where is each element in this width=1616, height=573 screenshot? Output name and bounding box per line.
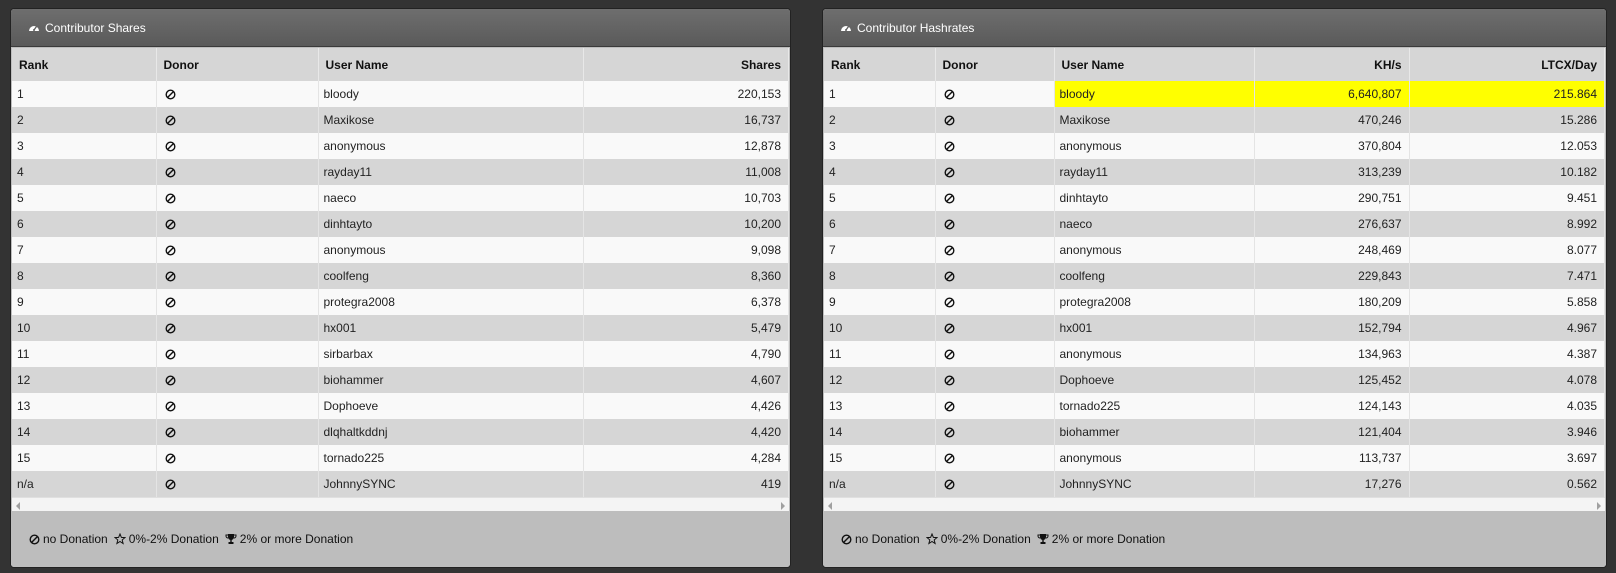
no-donation-icon [944, 427, 955, 438]
user-name-cell: Dophoeve [1054, 367, 1254, 393]
no-donation-icon [841, 534, 852, 545]
rank-cell: n/a [12, 471, 156, 497]
ltcx-day-cell: 5.858 [1409, 289, 1605, 315]
donor-cell [935, 211, 1054, 237]
table-row[interactable] [824, 133, 1605, 159]
donor-cell [935, 237, 1054, 263]
rank-cell: 2 [12, 107, 156, 133]
user-name-cell: anonymous [1054, 341, 1254, 367]
donor-cell [156, 445, 318, 471]
rank-cell: 7 [12, 237, 156, 263]
user-name-cell: Dophoeve [318, 393, 583, 419]
table-row[interactable] [824, 471, 1605, 497]
no-donation-icon [29, 534, 40, 545]
ltcx-day-cell: 4.967 [1409, 315, 1605, 341]
shares-cell: 4,607 [583, 367, 789, 393]
scroll-right-icon[interactable] [1597, 502, 1601, 510]
donor-cell [156, 159, 318, 185]
no-donation-icon [944, 297, 955, 308]
shares-cell: 6,378 [583, 289, 789, 315]
no-donation-icon [944, 219, 955, 230]
panel-header [11, 9, 790, 47]
table-row[interactable] [12, 263, 789, 289]
rank-cell: 3 [824, 133, 935, 159]
no-donation-icon [944, 89, 955, 100]
user-name-cell: naeco [1054, 211, 1254, 237]
shares-cell: 4,420 [583, 419, 789, 445]
shares-cell: 12,878 [583, 133, 789, 159]
no-donation-icon [165, 401, 176, 412]
no-donation-icon [944, 167, 955, 178]
table-row[interactable] [12, 237, 789, 263]
ltcx-day-cell: 3.946 [1409, 419, 1605, 445]
no-donation-icon [165, 245, 176, 256]
donor-cell [156, 81, 318, 107]
donor-cell [935, 107, 1054, 133]
column-header-shares[interactable]: Shares [583, 48, 789, 81]
donor-cell [156, 263, 318, 289]
dashboard-gauge-icon [840, 22, 852, 34]
shares-cell: 4,284 [583, 445, 789, 471]
table-row[interactable] [824, 419, 1605, 445]
no-donation-icon [944, 349, 955, 360]
rank-cell: 14 [12, 419, 156, 445]
legend-low-donation [114, 532, 219, 546]
shares-cell: 10,200 [583, 211, 789, 237]
table-row[interactable] [824, 445, 1605, 471]
contributor-hashrates-panel [822, 8, 1607, 568]
user-name-cell: biohammer [318, 367, 583, 393]
user-name-cell: bloody [1054, 81, 1254, 107]
donor-cell [156, 211, 318, 237]
user-name-cell: hx001 [318, 315, 583, 341]
donor-cell [156, 315, 318, 341]
user-name-cell: rayday11 [318, 159, 583, 185]
donation-legend [11, 511, 790, 567]
user-name-cell: naeco [318, 185, 583, 211]
table-row[interactable] [824, 159, 1605, 185]
no-donation-icon [944, 479, 955, 490]
user-name-cell: dinhtayto [318, 211, 583, 237]
donor-cell [156, 341, 318, 367]
khs-cell: 125,452 [1254, 367, 1409, 393]
khs-cell: 113,737 [1254, 445, 1409, 471]
no-donation-icon [944, 323, 955, 334]
table-header-row [12, 48, 789, 81]
rank-cell: 12 [12, 367, 156, 393]
user-name-cell: Maxikose [318, 107, 583, 133]
column-header-user-name[interactable]: User Name [1054, 48, 1254, 81]
contributor-shares-panel [10, 8, 791, 568]
no-donation-icon [165, 453, 176, 464]
rank-cell: 1 [12, 81, 156, 107]
user-name-cell: Maxikose [1054, 107, 1254, 133]
table-row[interactable] [12, 315, 789, 341]
user-name-cell: dinhtayto [1054, 185, 1254, 211]
donor-cell [156, 393, 318, 419]
table-row[interactable] [824, 341, 1605, 367]
user-name-cell: JohnnySYNC [318, 471, 583, 497]
table-row[interactable] [824, 211, 1605, 237]
user-name-cell: rayday11 [1054, 159, 1254, 185]
rank-cell: 8 [824, 263, 935, 289]
no-donation-icon [944, 245, 955, 256]
rank-cell: 15 [12, 445, 156, 471]
table-row[interactable] [12, 419, 789, 445]
donor-cell [935, 133, 1054, 159]
legend-no-donation-label: no Donation [43, 532, 108, 546]
table-row[interactable] [824, 185, 1605, 211]
ltcx-day-cell: 12.053 [1409, 133, 1605, 159]
panel-header [823, 9, 1606, 47]
table-row[interactable] [824, 367, 1605, 393]
table-row[interactable] [12, 341, 789, 367]
user-name-cell: hx001 [1054, 315, 1254, 341]
user-name-cell: bloody [318, 81, 583, 107]
ltcx-day-cell: 4.078 [1409, 367, 1605, 393]
column-header-user-name[interactable]: User Name [318, 48, 583, 81]
table-row[interactable] [824, 393, 1605, 419]
rank-cell: 10 [12, 315, 156, 341]
ltcx-day-cell: 4.387 [1409, 341, 1605, 367]
shares-cell: 8,360 [583, 263, 789, 289]
legend-no-donation [29, 532, 108, 546]
legend-no-donation [841, 532, 920, 546]
khs-cell: 370,804 [1254, 133, 1409, 159]
table-row[interactable] [824, 289, 1605, 315]
column-header-donor[interactable]: Donor [156, 48, 318, 81]
donor-cell [935, 81, 1054, 107]
legend-no-donation-label: no Donation [855, 532, 920, 546]
rank-cell: 7 [824, 237, 935, 263]
user-name-cell: dlqhaltkddnj [318, 419, 583, 445]
shares-table-body [12, 81, 789, 497]
table-row[interactable] [12, 393, 789, 419]
rank-cell: 4 [12, 159, 156, 185]
rank-cell: 9 [824, 289, 935, 315]
dashboard-gauge-icon [28, 22, 40, 34]
table-row[interactable] [824, 263, 1605, 289]
star-outline-icon [114, 533, 126, 545]
donor-cell [935, 341, 1054, 367]
shares-cell: 11,008 [583, 159, 789, 185]
ltcx-day-cell: 8.992 [1409, 211, 1605, 237]
rank-cell: n/a [824, 471, 935, 497]
donor-cell [156, 133, 318, 159]
column-header-khs[interactable]: KH/s [1254, 48, 1409, 81]
khs-cell: 152,794 [1254, 315, 1409, 341]
table-row[interactable] [12, 133, 789, 159]
user-name-cell: anonymous [318, 133, 583, 159]
ltcx-day-cell: 7.471 [1409, 263, 1605, 289]
user-name-cell: anonymous [1054, 445, 1254, 471]
rank-cell: 6 [824, 211, 935, 237]
donor-cell [156, 289, 318, 315]
ltcx-day-cell: 3.697 [1409, 445, 1605, 471]
no-donation-icon [944, 375, 955, 386]
scroll-left-icon[interactable] [828, 502, 832, 510]
legend-high-donation [1037, 532, 1165, 546]
column-header-donor[interactable]: Donor [935, 48, 1054, 81]
no-donation-icon [165, 323, 176, 334]
no-donation-icon [165, 219, 176, 230]
rank-cell: 5 [824, 185, 935, 211]
donor-cell [935, 289, 1054, 315]
donor-cell [935, 393, 1054, 419]
no-donation-icon [944, 141, 955, 152]
user-name-cell: sirbarbax [318, 341, 583, 367]
no-donation-icon [944, 115, 955, 126]
table-row[interactable] [824, 315, 1605, 341]
no-donation-icon [165, 479, 176, 490]
legend-high-donation-label: 2% or more Donation [1051, 532, 1166, 546]
rank-cell: 5 [12, 185, 156, 211]
scroll-left-icon[interactable] [16, 502, 20, 510]
legend-low-donation-label: 0%-2% Donation [128, 532, 219, 546]
table-header-row [824, 48, 1605, 81]
rank-cell: 13 [824, 393, 935, 419]
column-header-ltcx-day[interactable]: LTCX/Day [1409, 48, 1605, 81]
table-row[interactable] [12, 289, 789, 315]
table-row[interactable] [12, 81, 789, 107]
donor-cell [156, 471, 318, 497]
rank-cell: 15 [824, 445, 935, 471]
legend-low-donation-label: 0%-2% Donation [940, 532, 1031, 546]
rank-cell: 13 [12, 393, 156, 419]
ltcx-day-cell: 8.077 [1409, 237, 1605, 263]
no-donation-icon [165, 375, 176, 386]
scroll-right-icon[interactable] [781, 502, 785, 510]
table-row[interactable] [12, 445, 789, 471]
shares-table [12, 48, 789, 497]
trophy-icon [225, 533, 237, 545]
rank-cell: 14 [824, 419, 935, 445]
panel-title: Contributor Shares [45, 20, 146, 35]
shares-cell: 220,153 [583, 81, 789, 107]
ltcx-day-cell: 0.562 [1409, 471, 1605, 497]
khs-cell: 6,640,807 [1254, 81, 1409, 107]
user-name-cell: protegra2008 [318, 289, 583, 315]
khs-cell: 180,209 [1254, 289, 1409, 315]
rank-cell: 12 [824, 367, 935, 393]
no-donation-icon [944, 453, 955, 464]
column-header-rank[interactable]: Rank [824, 48, 935, 81]
rank-cell: 6 [12, 211, 156, 237]
user-name-cell: coolfeng [1054, 263, 1254, 289]
khs-cell: 470,246 [1254, 107, 1409, 133]
no-donation-icon [944, 193, 955, 204]
user-name-cell: tornado225 [318, 445, 583, 471]
table-row[interactable] [12, 471, 789, 497]
shares-cell: 4,426 [583, 393, 789, 419]
column-header-rank[interactable]: Rank [12, 48, 156, 81]
rank-cell: 8 [12, 263, 156, 289]
hashrates-table-wrapper [824, 48, 1605, 513]
donor-cell [156, 367, 318, 393]
donation-legend [823, 511, 1606, 567]
table-row[interactable] [12, 107, 789, 133]
table-row[interactable] [12, 211, 789, 237]
rank-cell: 9 [12, 289, 156, 315]
no-donation-icon [165, 297, 176, 308]
ltcx-day-cell: 215.864 [1409, 81, 1605, 107]
rank-cell: 11 [824, 341, 935, 367]
donor-cell [935, 185, 1054, 211]
khs-cell: 276,637 [1254, 211, 1409, 237]
user-name-cell: coolfeng [318, 263, 583, 289]
user-name-cell: protegra2008 [1054, 289, 1254, 315]
khs-cell: 290,751 [1254, 185, 1409, 211]
donor-cell [156, 107, 318, 133]
shares-table-wrapper [12, 48, 789, 513]
no-donation-icon [165, 427, 176, 438]
ltcx-day-cell: 15.286 [1409, 107, 1605, 133]
trophy-icon [1037, 533, 1049, 545]
shares-cell: 419 [583, 471, 789, 497]
no-donation-icon [165, 115, 176, 126]
donor-cell [156, 185, 318, 211]
donor-cell [156, 237, 318, 263]
star-outline-icon [926, 533, 938, 545]
donor-cell [935, 419, 1054, 445]
no-donation-icon [165, 141, 176, 152]
hashrates-table [824, 48, 1605, 497]
rank-cell: 11 [12, 341, 156, 367]
no-donation-icon [944, 401, 955, 412]
ltcx-day-cell: 4.035 [1409, 393, 1605, 419]
legend-high-donation [225, 532, 353, 546]
user-name-cell: biohammer [1054, 419, 1254, 445]
khs-cell: 229,843 [1254, 263, 1409, 289]
donor-cell [935, 367, 1054, 393]
no-donation-icon [165, 193, 176, 204]
rank-cell: 4 [824, 159, 935, 185]
donor-cell [935, 159, 1054, 185]
user-name-cell: anonymous [1054, 237, 1254, 263]
panel-title: Contributor Hashrates [857, 20, 975, 35]
donor-cell [935, 315, 1054, 341]
khs-cell: 124,143 [1254, 393, 1409, 419]
donor-cell [156, 419, 318, 445]
no-donation-icon [165, 167, 176, 178]
rank-cell: 2 [824, 107, 935, 133]
khs-cell: 134,963 [1254, 341, 1409, 367]
rank-cell: 10 [824, 315, 935, 341]
hashrates-table-body [824, 81, 1605, 497]
table-row[interactable] [12, 185, 789, 211]
khs-cell: 313,239 [1254, 159, 1409, 185]
legend-low-donation [926, 532, 1031, 546]
user-name-cell: anonymous [1054, 133, 1254, 159]
khs-cell: 248,469 [1254, 237, 1409, 263]
shares-cell: 16,737 [583, 107, 789, 133]
donor-cell [935, 263, 1054, 289]
user-name-cell: tornado225 [1054, 393, 1254, 419]
table-row[interactable] [824, 237, 1605, 263]
rank-cell: 3 [12, 133, 156, 159]
khs-cell: 121,404 [1254, 419, 1409, 445]
table-row[interactable] [824, 107, 1605, 133]
donor-cell [935, 471, 1054, 497]
donor-cell [935, 445, 1054, 471]
table-row[interactable] [12, 367, 789, 393]
rank-cell: 1 [824, 81, 935, 107]
ltcx-day-cell: 9.451 [1409, 185, 1605, 211]
user-name-cell: JohnnySYNC [1054, 471, 1254, 497]
table-row[interactable] [12, 159, 789, 185]
legend-high-donation-label: 2% or more Donation [239, 532, 354, 546]
shares-cell: 10,703 [583, 185, 789, 211]
no-donation-icon [165, 349, 176, 360]
no-donation-icon [165, 271, 176, 282]
no-donation-icon [944, 271, 955, 282]
user-name-cell: anonymous [318, 237, 583, 263]
ltcx-day-cell: 10.182 [1409, 159, 1605, 185]
shares-cell: 4,790 [583, 341, 789, 367]
no-donation-icon [165, 89, 176, 100]
shares-cell: 9,098 [583, 237, 789, 263]
khs-cell: 17,276 [1254, 471, 1409, 497]
table-row[interactable] [824, 81, 1605, 107]
shares-cell: 5,479 [583, 315, 789, 341]
